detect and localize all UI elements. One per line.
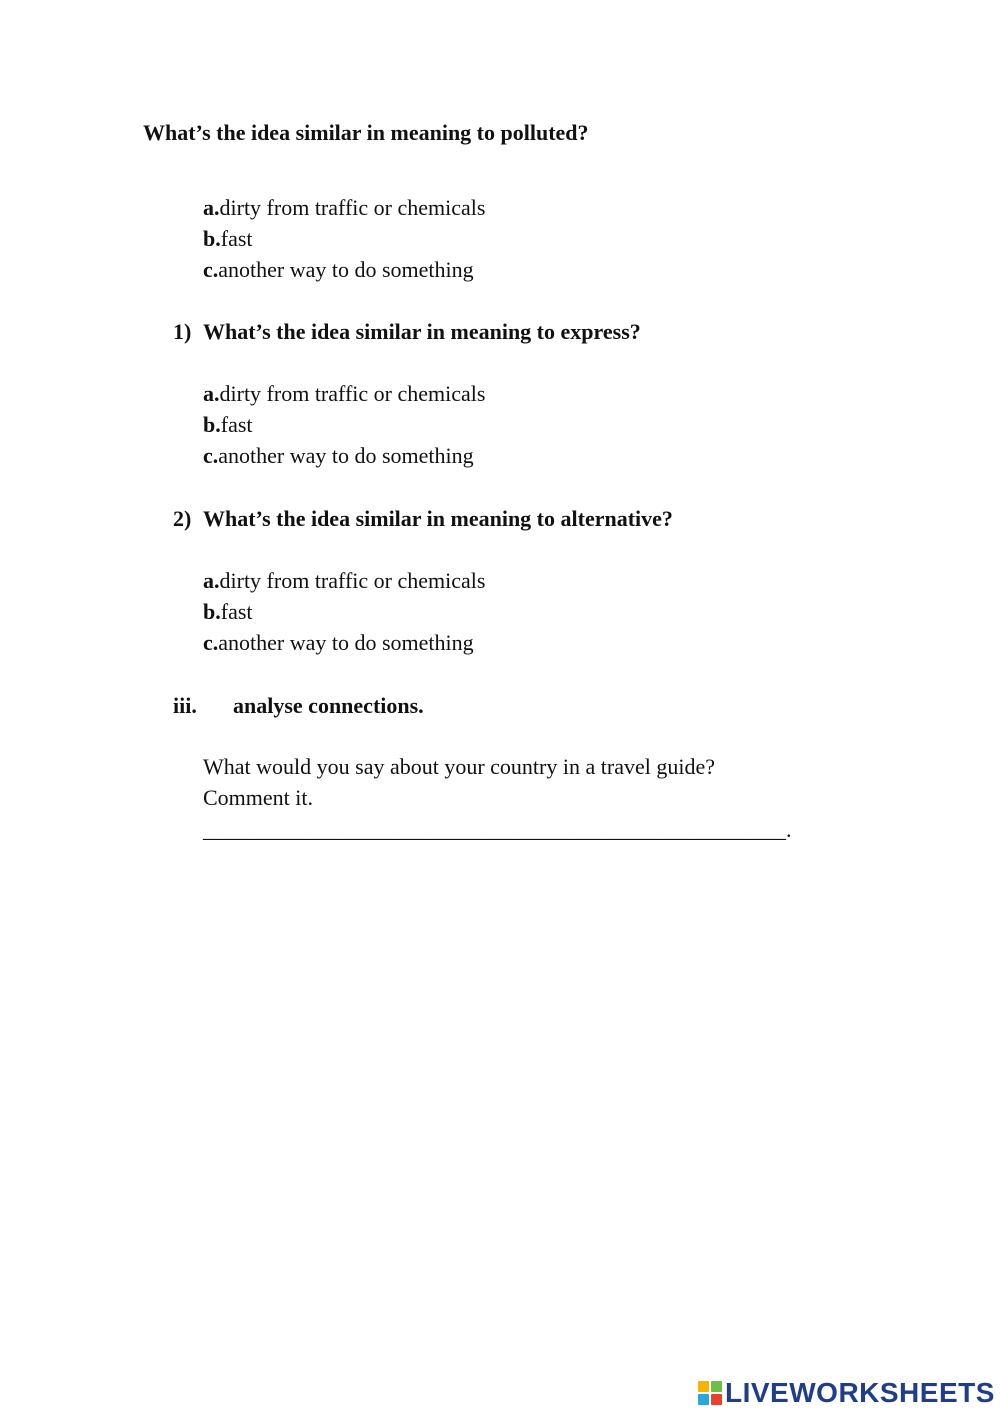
prompt-line-1: What would you say about your country in a travel guide? bbox=[203, 754, 715, 779]
option-letter: a. bbox=[203, 568, 220, 593]
option-a[interactable] bbox=[203, 195, 485, 221]
option-letter: b. bbox=[203, 412, 221, 437]
option-text: dirty from traffic or chemicals bbox=[219, 568, 486, 593]
option-b[interactable] bbox=[203, 226, 253, 252]
option-b[interactable] bbox=[203, 412, 253, 438]
section-title: analyse connections. bbox=[233, 693, 424, 718]
logo-text: LIVEWORKSHEETS bbox=[725, 1377, 995, 1408]
option-text: fast bbox=[220, 412, 253, 437]
option-text: fast bbox=[220, 599, 253, 624]
section-number: iii. bbox=[173, 693, 197, 718]
question-title-polluted: What’s the idea similar in meaning to polluted? bbox=[143, 120, 589, 145]
option-b[interactable] bbox=[203, 599, 253, 625]
option-letter: b. bbox=[203, 599, 221, 624]
prompt-line-2: Comment it. bbox=[203, 785, 313, 810]
option-c[interactable] bbox=[203, 630, 474, 656]
option-letter: b. bbox=[203, 226, 221, 251]
option-letter: c. bbox=[203, 443, 219, 468]
option-text: dirty from traffic or chemicals bbox=[219, 381, 486, 406]
option-text: another way to do something bbox=[218, 443, 474, 468]
liveworksheets-logo bbox=[698, 1377, 995, 1409]
option-c[interactable] bbox=[203, 257, 474, 283]
question-title-express: What’s the idea similar in meaning to express? bbox=[203, 319, 641, 344]
option-a[interactable] bbox=[203, 568, 485, 594]
option-c[interactable] bbox=[203, 443, 474, 469]
option-text: fast bbox=[220, 226, 253, 251]
option-letter: c. bbox=[203, 630, 219, 655]
option-a[interactable] bbox=[203, 381, 485, 407]
option-letter: a. bbox=[203, 195, 220, 220]
option-text: dirty from traffic or chemicals bbox=[219, 195, 486, 220]
question-number: 1) bbox=[173, 319, 192, 344]
answer-line[interactable]: _____________________________________________________. bbox=[203, 817, 792, 842]
option-text: another way to do something bbox=[218, 257, 474, 282]
logo-mark-icon bbox=[698, 1381, 722, 1405]
option-letter: a. bbox=[203, 381, 220, 406]
option-text: another way to do something bbox=[218, 630, 474, 655]
question-number: 2) bbox=[173, 506, 192, 531]
option-letter: c. bbox=[203, 257, 219, 282]
question-title-alternative: What’s the idea similar in meaning to alternative? bbox=[203, 506, 673, 531]
